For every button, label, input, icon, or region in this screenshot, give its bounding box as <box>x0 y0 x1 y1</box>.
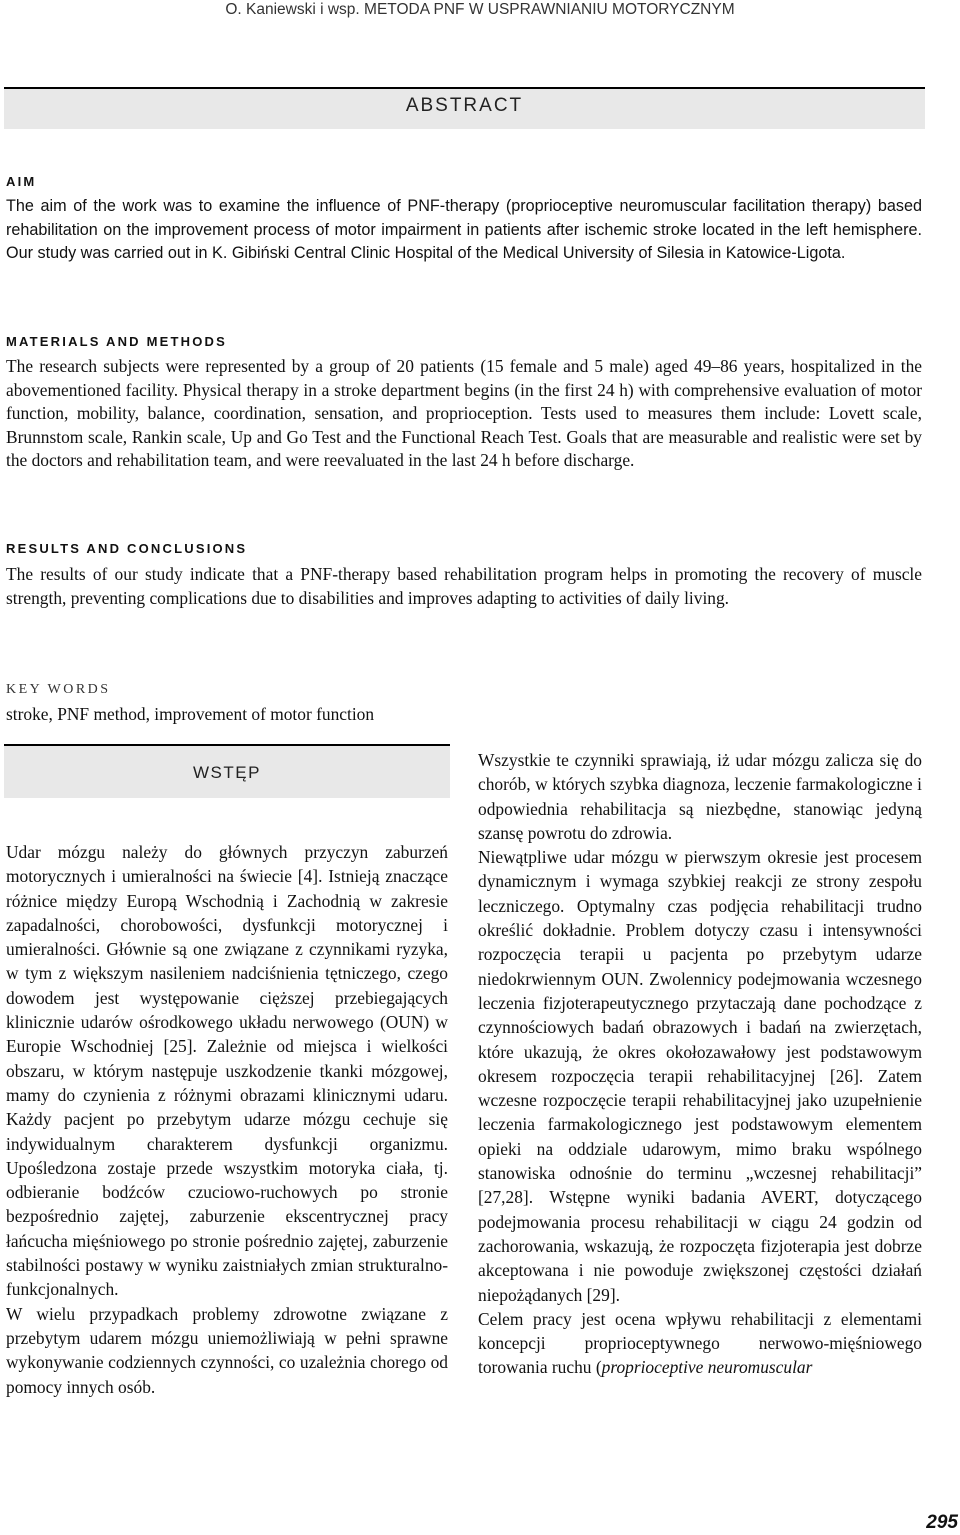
running-header: O. Kaniewski i wsp. METODA PNF W USPRAWNIANIU MOTORYCZNYM <box>225 1 735 18</box>
aim-sentence: Celem pracy jest ocena wpływu rehabilitacji z elementami koncepcji proprioceptywnego nerwowo-mięśniowego torowania ruchu ( <box>478 1308 922 1378</box>
abstract-title: ABSTRACT <box>405 95 524 116</box>
results-label: RESULTS AND CONCLUSIONS <box>6 541 248 556</box>
results-text: The results of our study indicate that a PNF-therapy based rehabilitation program helps in promoting the recovery of muscle strength, preventing complications due to disabilities and improves adapting to activities of daily living. <box>6 564 922 608</box>
aim-text: The aim of the work was to examine the influence of PNF-therapy (proprioceptive neuromuscular facilitation therapy) based rehabilitation on the improvement process of motor impairment in patients after ischemic stroke located in the left hemisphere. Our study was carried out in K. Gibiński Central Clinic Hospital of the Medical University of Silesia in Katowice-Ligota. <box>6 197 922 262</box>
keywords-label: KEY WORDS <box>6 682 111 697</box>
intro-paragraph: W wielu przypadkach problemy zdrowotne związane z przebytym udarem mózgu uniemożliwiają w pełni sprawne wykonywanie codziennych czynności, co uzależnia chorego od pomocy innych osób. <box>6 1303 448 1397</box>
aim-sentence-italic: proprioceptive neuromuscular <box>601 1357 813 1378</box>
intro-title: WSTĘP <box>193 763 261 782</box>
intro-paragraph: Wszystkie te czynniki sprawiają, iż udar mózgu zalicza się do chorób, w których szybka diagnoza, leczenie farmakologiczne i odpowiednia rehabilitacja są niezbędne, stanowiąc jedyną szansę powrotu do zdrowia. <box>478 750 922 843</box>
keywords-text: stroke, PNF method, improvement of motor function <box>6 704 375 724</box>
intro-right-column <box>478 748 922 1380</box>
methods-label: MATERIALS AND METHODS <box>6 334 227 349</box>
page-number: 295 <box>926 1512 958 1533</box>
aim-label: AIM <box>6 174 37 189</box>
intro-paragraph <box>478 1307 922 1380</box>
intro-paragraph: Udar mózgu należy do głównych przyczyn zaburzeń motorycznych i umieralności na świecie [4]. Istnieją znaczące różnice między Europą Wschodnią i Zachodnią w zakresie zapadalności, chorobowości, dysfunkcji motorycznej i umieralności. Głównie są one związane z czynnikami ryzyka, w tym z większym nasileniem nadciśnienia tętniczego, czego dowodem jest występowanie cięższej przebiegających klinicznie udarów ośrodkowego układu nerwowego (OUN) w Europie Wschodniej [25]. Zależnie od miejsca i wielkości obszaru, w którym następuje uszkodzenie tkanki mózgowej, mamy do czynienia z różnymi obrazami klinicznymi udaru. Każdy pacjent po przebytym udarze mózgu cechuje się indywidualnym charakterem dysfunkcji organizmu. Upośledzona zostaje przede wszystkim motoryka ciała, tj. odbieranie bodźców czuciowo-ruchowych po stronie bezpośrednio zajętej, zaburzenie ekscentrycznej pracy łańcucha mięśniowego po stronie pośrednio zajętej, zaburzenie stabilności postawy w wyniku zaistniałych zmian strukturalno-funkcjonalnych. <box>6 842 448 1300</box>
intro-paragraph: Niewątpliwe udar mózgu w pierwszym okresie jest procesem dynamicznym i wymaga szybkiej reakcji ze strony zespołu leczniczego. Optymalny czas podjęcia rehabilitacji trudno określić dokładnie. Problem dotyczy czasu i intensywności rozpoczęcia terapii u pacjenta po przebytym udarze niedokrwiennym OUN. Zwolennicy podejmowania wczesnego leczenia fizjoterapeutycznego przytaczają dane pochodzące z czynnościowych badań obrazowych i badań na zwierzętach, które ukazują, że okres okołozawałowy jest podstawowym okresem rozpoczęcia terapii rehabilitacyjnej [26]. Zatem wczesne rozpoczęcie terapii rehabilitacyjnej jako uzupełnienie leczenia farmakologicznego jest podstawowym elementem opieki na oddziale udarowym, mimo braku wspólnego stanowiska odnośnie do terminu „wczesnej rehabilitacji” [27,28]. Wstępne wyniki badania AVERT, dotyczącego podejmowania procesu rehabilitacji w ciągu 24 godzin od zachorowania, wskazują, że rozpoczęta fizjoterapia jest dobrze akceptowana i nie powoduje zwiększonej częstości działań niepożądanych [29]. <box>478 847 922 1305</box>
intro-left-column <box>6 840 448 1399</box>
methods-text: The research subjects were represented by a group of 20 patients (15 female and 5 male) aged 49–86 years, hospitalized in the abovementioned facility. Physical therapy in a stroke department begins (in the first 24 h) with comprehensive evaluation of motor function, mobility, balance, coordination, sensation, and proprioception. Tests used to measures them include: Lovett scale, Brunnstom scale, Rankin scale, Up and Go Test and the Functional Reach Test. Goals that are measurable and realistic were set by the doctors and rehabilitation team, and were reevaluated in the last 24 h before discharge. <box>6 356 922 470</box>
